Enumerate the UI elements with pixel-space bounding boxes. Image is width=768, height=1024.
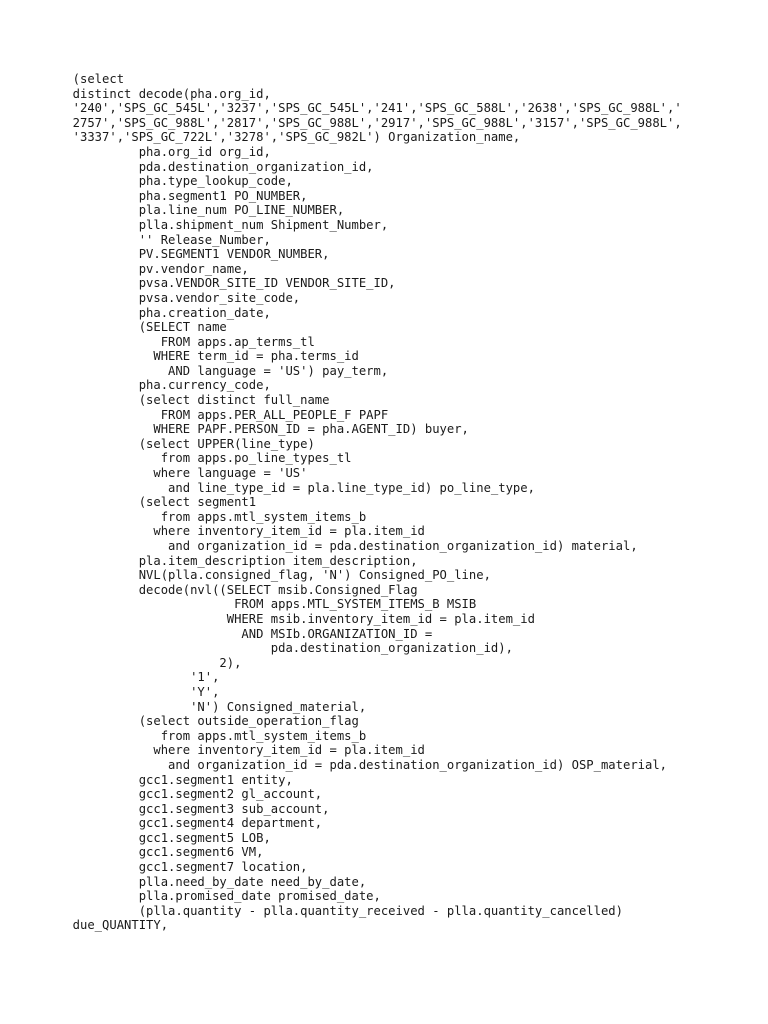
- code-line: pda.destination_organization_id),: [58, 641, 513, 656]
- code-line: 2),: [58, 655, 242, 670]
- code-line: FROM apps.MTL_SYSTEM_ITEMS_B MSIB: [58, 597, 477, 612]
- sql-code-block: [58, 72, 758, 933]
- code-line: WHERE term_id = pha.terms_id: [58, 349, 359, 364]
- code-line: gcc1.segment4 department,: [58, 816, 323, 831]
- code-line: gcc1.segment1 entity,: [58, 772, 293, 787]
- code-line: (select: [58, 72, 125, 86]
- code-line: FROM apps.PER_ALL_PEOPLE_F PAPF: [58, 407, 389, 422]
- code-line: WHERE msib.inventory_item_id = pla.item_id: [58, 611, 535, 626]
- code-line: (select distinct full_name: [58, 393, 330, 408]
- code-line: gcc1.segment5 LOB,: [58, 830, 271, 845]
- code-line: distinct decode(pha.org_id,: [58, 86, 271, 101]
- code-line: pha.currency_code,: [58, 378, 271, 393]
- code-line: PV.SEGMENT1 VENDOR_NUMBER,: [58, 247, 330, 262]
- code-line: pda.destination_organization_id,: [58, 159, 374, 174]
- code-line: from apps.po_line_types_tl: [58, 451, 352, 466]
- code-line: pla.line_num PO_LINE_NUMBER,: [58, 203, 345, 218]
- code-line: gcc1.segment7 location,: [58, 860, 308, 875]
- code-line: pha.creation_date,: [58, 305, 271, 320]
- code-line: (select outside_operation_flag: [58, 714, 359, 729]
- code-line: pha.org_id org_id,: [58, 144, 271, 159]
- code-line: '1',: [58, 670, 220, 685]
- code-line: plla.need_by_date need_by_date,: [58, 874, 367, 889]
- code-line: pla.item_description item_description,: [58, 553, 418, 568]
- code-line: (select UPPER(line_type): [58, 436, 315, 451]
- code-line: where language = 'US': [58, 466, 308, 481]
- code-line: AND language = 'US') pay_term,: [58, 363, 389, 378]
- code-line: (plla.quantity - plla.quantity_received - plla.quantity_cancelled): [58, 903, 623, 918]
- code-line: and line_type_id = pla.line_type_id) po_line_type,: [58, 480, 535, 495]
- code-line: pvsa.vendor_site_code,: [58, 290, 301, 305]
- code-line: WHERE PAPF.PERSON_ID = pha.AGENT_ID) buyer,: [58, 422, 469, 437]
- code-line: FROM apps.ap_terms_tl: [58, 334, 315, 349]
- code-line: pv.vendor_name,: [58, 261, 249, 276]
- code-line: and organization_id = pda.destination_organization_id) material,: [58, 539, 638, 553]
- code-line: due_QUANTITY,: [58, 918, 169, 933]
- code-line: pha.type_lookup_code,: [58, 174, 293, 189]
- code-line: '3337','SPS_GC_722L','3278','SPS_GC_982L') Organization_name,: [58, 130, 521, 145]
- code-line: where inventory_item_id = pla.item_id: [58, 524, 425, 539]
- code-line: plla.shipment_num Shipment_Number,: [58, 217, 389, 232]
- code-line: gcc1.segment3 sub_account,: [58, 801, 330, 816]
- code-line: '240','SPS_GC_545L','3237','SPS_GC_545L','241','SPS_GC_588L','2638','SPS_GC_988L',': [58, 101, 682, 116]
- code-line: gcc1.segment6 VM,: [58, 845, 264, 860]
- code-line: 2757','SPS_GC_988L','2817','SPS_GC_988L','2917','SPS_GC_988L','3157','SPS_GC_988L',: [58, 115, 682, 130]
- code-line: and organization_id = pda.destination_organization_id) OSP_material,: [58, 757, 668, 772]
- code-line: where inventory_item_id = pla.item_id: [58, 743, 425, 758]
- code-line: plla.promised_date promised_date,: [58, 889, 381, 904]
- code-line: 'N') Consigned_material,: [58, 699, 367, 714]
- code-line: gcc1.segment2 gl_account,: [58, 787, 323, 802]
- code-line: '' Release_Number,: [58, 232, 271, 247]
- code-line: from apps.mtl_system_items_b: [58, 728, 367, 743]
- code-line: (select segment1: [58, 495, 257, 510]
- code-line: pha.segment1 PO_NUMBER,: [58, 188, 308, 203]
- code-line: decode(nvl((SELECT msib.Consigned_Flag: [58, 582, 418, 597]
- code-line: (SELECT name: [58, 320, 227, 335]
- code-line: NVL(plla.consigned_flag, 'N') Consigned_PO_line,: [58, 568, 491, 583]
- code-line: pvsa.VENDOR_SITE_ID VENDOR_SITE_ID,: [58, 276, 396, 291]
- code-line: from apps.mtl_system_items_b: [58, 509, 367, 524]
- code-line: 'Y',: [58, 684, 220, 699]
- code-line: AND MSIb.ORGANIZATION_ID =: [58, 626, 433, 641]
